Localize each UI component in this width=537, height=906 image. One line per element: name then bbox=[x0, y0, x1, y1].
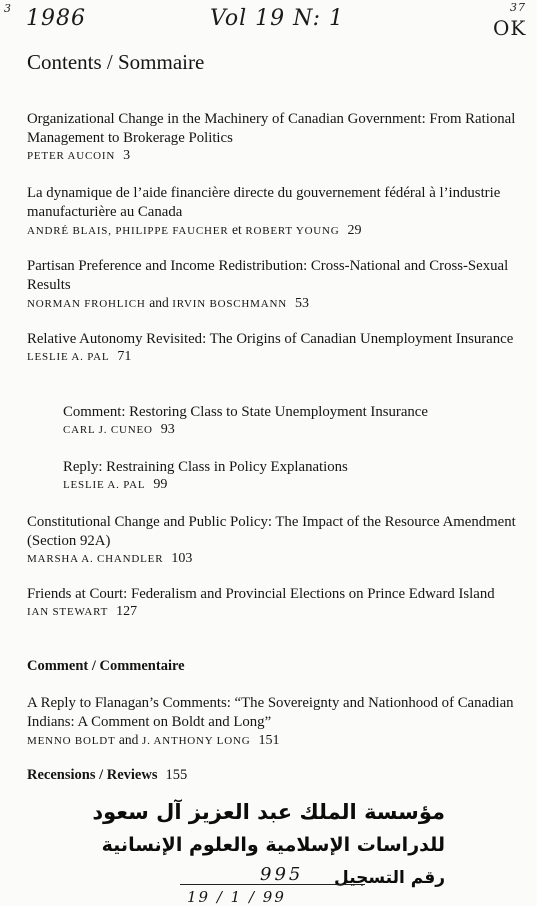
toc-entry bbox=[27, 694, 522, 749]
author: ROBERT YOUNG bbox=[245, 225, 340, 237]
toc-entry bbox=[63, 403, 523, 438]
entry-title: Friends at Court: Federalism and Provincial Elections on Prince Edward Island bbox=[27, 586, 495, 602]
entry-authors bbox=[27, 732, 522, 749]
page-number: 99 bbox=[153, 477, 168, 492]
entry-authors bbox=[27, 551, 522, 567]
entry-authors bbox=[27, 349, 522, 365]
page-title: Contents / Sommaire bbox=[27, 50, 205, 74]
entry-title: Organizational Change in the Machinery of Canadian Government: From Rational Management to Brokerage Politics bbox=[27, 111, 516, 146]
entry-title: Relative Autonomy Revisited: The Origins of Canadian Unemployment Insurance bbox=[27, 331, 514, 347]
author: PETER AUCOIN bbox=[27, 150, 116, 162]
stamp-line: للدراسات الإسلامية والعلوم الإنسانية bbox=[101, 834, 445, 856]
stamp-line: رقم التسجيل bbox=[334, 868, 445, 888]
section-label: Recensions / Reviews bbox=[27, 767, 158, 783]
author: LESLIE A. PAL bbox=[27, 351, 110, 363]
library-stamp bbox=[92, 800, 455, 906]
stamp-date: 19 / 1 / 99 bbox=[187, 888, 286, 906]
author: MENNO BOLDT bbox=[27, 735, 116, 747]
entry-authors bbox=[27, 148, 522, 164]
author: CARL J. CUNEO bbox=[63, 424, 153, 436]
author-conjunction: and bbox=[149, 295, 169, 310]
handwritten-ok: OK bbox=[493, 16, 527, 40]
entry-authors bbox=[63, 477, 523, 493]
handwritten-year: 1986 bbox=[26, 6, 86, 31]
author-conjunction: and bbox=[118, 732, 139, 747]
author: IRVIN BOSCHMANN bbox=[172, 298, 287, 310]
toc-entry bbox=[27, 330, 522, 365]
author-conjunction: et bbox=[232, 222, 242, 237]
entry-authors bbox=[63, 422, 523, 438]
author: NORMAN FROHLICH bbox=[27, 298, 146, 310]
toc-entry bbox=[27, 585, 522, 620]
page-number: 155 bbox=[165, 767, 188, 783]
stamp-registration-number: 995 bbox=[260, 864, 304, 885]
page-number: 93 bbox=[160, 422, 175, 437]
page-number: 53 bbox=[295, 296, 309, 311]
author: IAN STEWART bbox=[27, 606, 109, 618]
section-heading-comment: Comment / Commentaire bbox=[27, 658, 185, 674]
author: LESLIE A. PAL bbox=[63, 479, 146, 491]
author: ANDRÉ BLAIS, PHILIPPE FAUCHER bbox=[27, 225, 229, 237]
entry-authors bbox=[27, 604, 522, 620]
page-number: 29 bbox=[347, 223, 362, 238]
entry-title: Partisan Preference and Income Redistribution: Cross-National and Cross-Sexual Results bbox=[27, 258, 509, 293]
page-number: 3 bbox=[123, 148, 131, 163]
handwritten-volume: Vol 19 N: 1 bbox=[210, 6, 344, 31]
entry-title: A Reply to Flanagan’s Comments: “The Sovereignty and Nationhood of Canadian Indians: A Comment on Boldt and Long” bbox=[27, 695, 514, 730]
toc-entry bbox=[27, 110, 522, 164]
stamp-rule bbox=[180, 884, 365, 885]
toc-entry bbox=[63, 458, 523, 493]
entry-authors bbox=[27, 295, 522, 312]
handwritten-number: 37 bbox=[510, 1, 526, 14]
page-number: 151 bbox=[258, 733, 280, 748]
author: MARSHA A. CHANDLER bbox=[27, 553, 164, 565]
entry-title: Constitutional Change and Public Policy: The Impact of the Resource Amendment (Section 92A) bbox=[27, 514, 516, 549]
page-number: 71 bbox=[117, 349, 132, 364]
toc-entry bbox=[27, 257, 522, 312]
author: J. ANTHONY LONG bbox=[141, 735, 251, 747]
page-number: 103 bbox=[171, 551, 193, 566]
entry-title: La dynamique de l’aide financière directe du gouvernement fédéral à l’industrie manufacturière au Canada bbox=[27, 185, 501, 220]
handwritten-corner-mark: 3 bbox=[4, 2, 12, 15]
entry-title: Comment: Restoring Class to State Unemployment Insurance bbox=[63, 404, 428, 420]
toc-entry bbox=[27, 513, 522, 567]
stamp-line: مؤسسة الملك عبد العزيز آل سعود bbox=[92, 800, 445, 824]
entry-title: Reply: Restraining Class in Policy Explanations bbox=[63, 459, 348, 475]
section-heading-reviews bbox=[27, 767, 187, 784]
entry-authors bbox=[27, 222, 522, 239]
toc-entry bbox=[27, 184, 522, 239]
page-number: 127 bbox=[116, 604, 138, 619]
